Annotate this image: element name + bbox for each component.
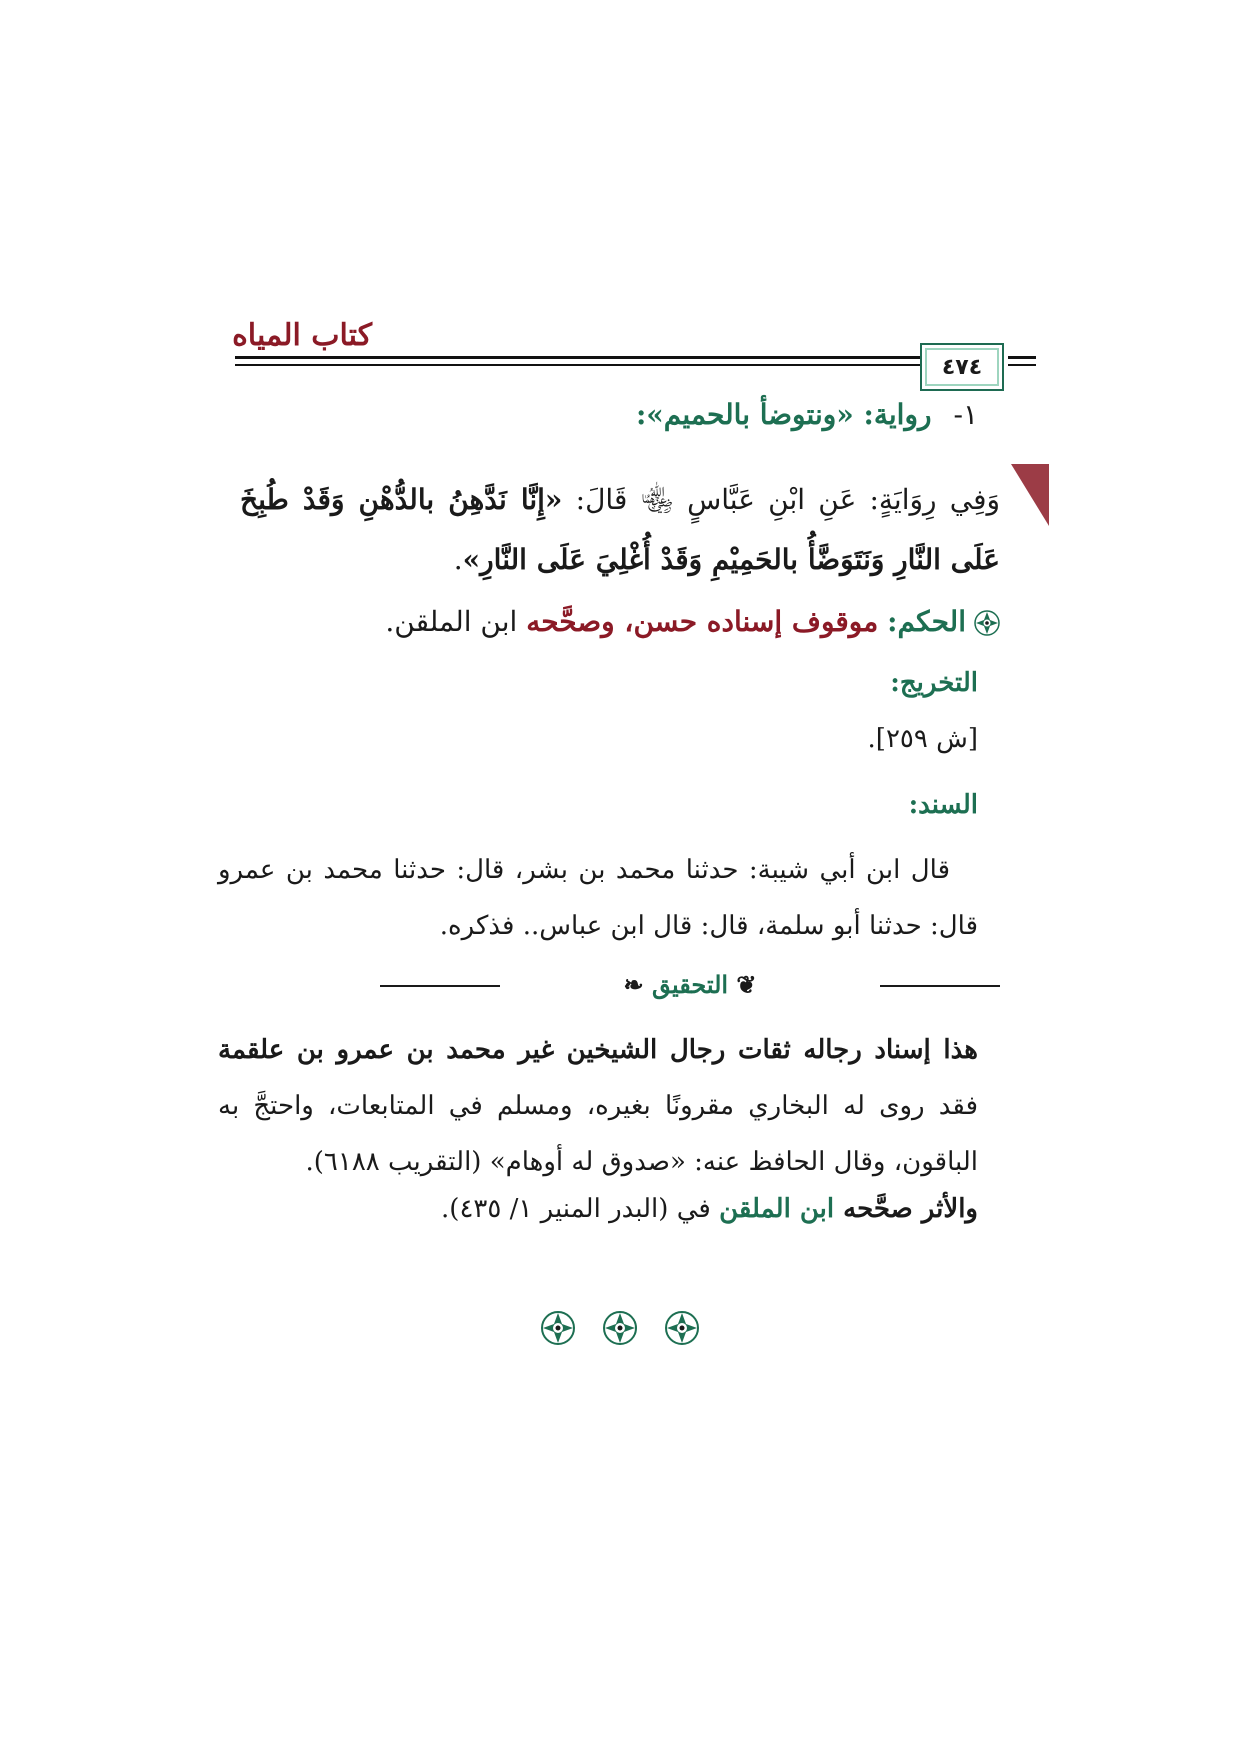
hadith-intro: وَفِي رِوَايَةٍ: عَنِ ابْنِ عَبَّاسٍ ﵄ قَالَ: [562,483,1000,516]
header-rule-top [235,356,920,359]
ruling-label: الحكم: [887,605,966,638]
section-number: ١- [953,398,978,431]
tahqiq-title-text: التحقيق [651,970,729,999]
divider-ornament-icon: ❧ [623,970,652,999]
header-rule-right-bottom [1008,364,1036,366]
sanad-label: السند: [908,790,978,820]
flower-ornament-icon [602,1310,638,1346]
tahqiq-body: فقد روى له البخاري مقرونًا بغيره، ومسلم في المتابعات، واحتجَّ به الباقون، وقال الحافظ عنه: «صدوق له أوهام» (التقريب ٦١٨٨). [218,1091,978,1177]
tahqiq-text [218,1022,978,1190]
athar-line [441,1194,978,1224]
ruling-value: موقوف إسناده حسن، وصحَّحه [526,605,879,638]
tahqiq-divider [380,965,1000,1005]
tahqiq-bold: هذا إسناد رجاله ثقات رجال الشيخين غير محمد بن عمرو بن علقمة [218,1035,978,1065]
takhrij-label: التخريج: [890,668,978,698]
hadith-end: . [453,543,463,576]
hadith-text [240,470,1000,590]
header-rule-right-top [1008,356,1036,359]
divider-ornament-icon: ❦ [728,970,757,999]
flower-ornament-icon [664,1310,700,1346]
page-number-badge [920,343,1004,391]
corner-mark-icon [1011,464,1049,526]
ruling-tail: ابن الملقن. [385,605,518,638]
flower-ornament-icon [540,1310,576,1346]
page-number: ٤٧٤ [941,354,983,380]
tahqiq-title [380,965,1000,1005]
athar-bold: والأثر صحَّحه [834,1194,978,1224]
closing-ornaments [540,1310,700,1350]
ruling-line [385,605,1000,638]
athar-green: ابن الملقن [719,1194,835,1224]
section-title: رواية: «ونتوضأ بالحميم»: [635,398,932,431]
flower-ornament-icon [974,610,1000,636]
sanad-text: قال ابن أبي شيبة: حدثنا محمد بن بشر، قال: حدثنا محمد بن عمرو قال: حدثنا أبو سلمة، قال: قال ابن عباس.. فذكره. [218,855,978,941]
book-title: كتاب المياه [232,318,372,353]
hadith-quote: «إِنَّا نَدَّهِنُ بالدُّهْنِ وَقَدْ طُبِخَ عَلَى النَّارِ وَنَتَوَضَّأُ بالحَمِيْمِ وَقَدْ أُغْلِيَ عَلَى النَّارِ» [240,483,1000,576]
takhrij-reference: [ش ٢٥٩]. [867,724,978,754]
header-rule-bottom [235,364,920,366]
section-heading [636,398,978,431]
athar-text: في (البدر المنير ١/ ٤٣٥). [441,1194,720,1224]
